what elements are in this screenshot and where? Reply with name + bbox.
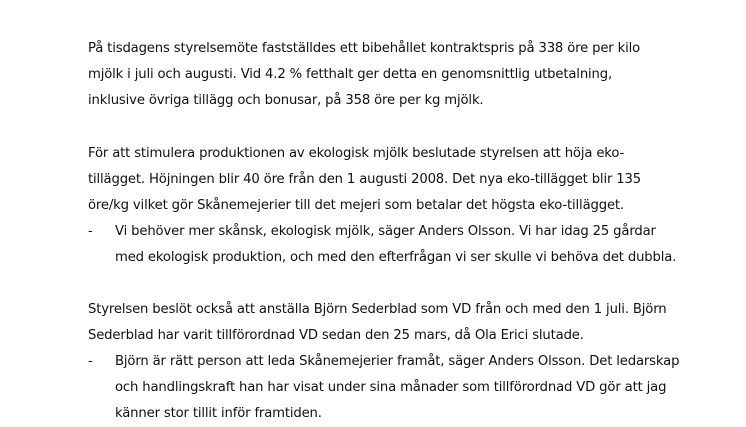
paragraph-organic-supplement: [88, 141, 676, 271]
paragraph-ceo-appointment: [88, 297, 679, 427]
paragraph-line: tillägget. Höjningen blir 40 öre från den 1 augusti 2008. Det nya eko-tillägget blir 135: [88, 172, 641, 187]
paragraph-line: mjölk i juli och augusti. Vid 4.2 % fetthalt ger detta en genomsnittlig utbetalning,: [88, 67, 613, 82]
paragraph-line: Styrelsen beslöt också att anställa Björn Sederblad som VD från och med den 1 juli. Björn: [88, 302, 667, 317]
paragraph-line: öre/kg vilket gör Skånemejerier till det mejeri som betalar det högsta eko-tillägget.: [88, 198, 624, 213]
paragraph-line: På tisdagens styrelsemöte fastställdes ett bibehållet kontraktspris på 338 öre per kilo: [88, 41, 641, 56]
bullet-line: med ekologisk produktion, och med den efterfrågan vi ser skulle vi behöva det dubbla.: [115, 250, 677, 265]
bullet-line: känner stor tillit inför framtiden.: [115, 406, 322, 421]
cut-off-heading-line: [88, 0, 545, 7]
paragraph-line: Sederblad har varit tillförordnad VD sedan den 25 mars, då Ola Erici slutade.: [88, 328, 584, 343]
bullet-dash: -: [88, 354, 93, 369]
bullet-line: och handlingskraft han har visat under sina månader som tillförordnad VD gör att jag: [115, 380, 667, 395]
bullet-line: Vi behöver mer skånsk, ekologisk mjölk, säger Anders Olsson. Vi har idag 25 gårdar: [115, 224, 656, 239]
paragraph-line: För att stimulera produktionen av ekologisk mjölk beslutade styrelsen att höja eko-: [88, 146, 625, 161]
quote-bullet: [88, 349, 679, 427]
paragraph-price: [88, 36, 640, 114]
quote-bullet: [88, 219, 676, 271]
bullet-dash: -: [88, 224, 93, 239]
bullet-line: Björn är rätt person att leda Skånemejerier framåt, säger Anders Olsson. Det ledarskap: [115, 354, 680, 369]
paragraph-line: inklusive övriga tillägg och bonusar, på 358 öre per kg mjölk.: [88, 93, 484, 108]
